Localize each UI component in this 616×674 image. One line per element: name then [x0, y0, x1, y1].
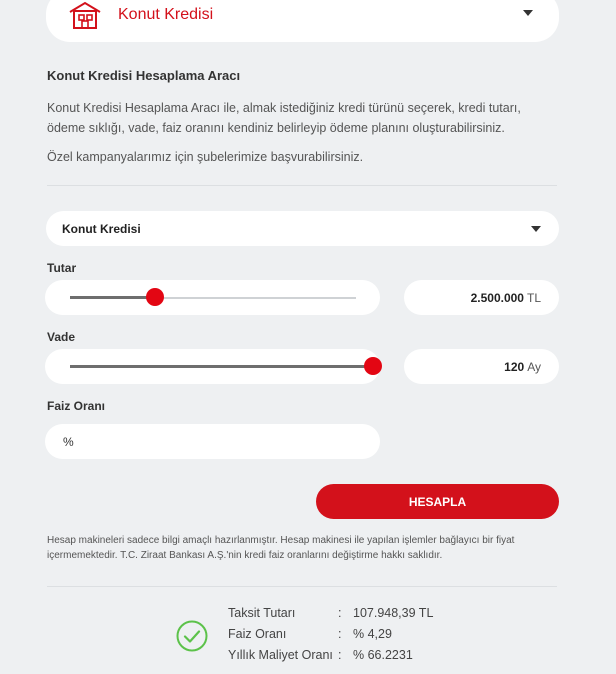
result-value: % 4,29 — [353, 627, 392, 641]
rate-input[interactable] — [45, 424, 380, 459]
chevron-down-icon — [523, 10, 533, 16]
campaign-note: Özel kampanyalarımız için şubelerimize başvurabilirsiniz. — [47, 150, 364, 164]
result-label: Yıllık Maliyet Oranı — [228, 648, 333, 662]
credit-type-header-select[interactable] — [46, 0, 559, 42]
loan-type-select[interactable] — [46, 211, 559, 246]
rate-label: Faiz Oranı — [47, 399, 106, 413]
result-separator: : — [338, 648, 342, 662]
intro-description: Konut Kredisi Hesaplama Aracı ile, almak istediğiniz kredi türünü seçerek, kredi tutarı, ödeme sıklığı, vade, faiz oranını kendiniz belirleyip ödeme planını oluşturabilirsiniz. — [47, 101, 521, 135]
chevron-down-icon — [531, 226, 541, 232]
header-select-label: Konut Kredisi — [118, 6, 214, 23]
result-value: 107.948,39 TL — [353, 606, 434, 620]
term-unit: Ay — [527, 360, 541, 374]
term-slider-thumb[interactable] — [364, 357, 382, 375]
term-slider[interactable] — [45, 349, 380, 384]
term-slider-fill — [70, 365, 373, 368]
amount-value: 2.500.000 — [470, 291, 524, 305]
term-value: 120 — [504, 360, 525, 374]
result-separator: : — [338, 627, 342, 641]
amount-slider-thumb[interactable] — [146, 288, 164, 306]
result-separator: : — [338, 606, 342, 620]
divider — [47, 185, 557, 186]
calculate-button[interactable]: HESAPLA — [316, 484, 559, 519]
amount-unit: TL — [526, 291, 541, 305]
result-value: % 66.2231 — [353, 648, 413, 662]
loan-type-value: Konut Kredisi — [62, 222, 141, 236]
rate-placeholder: % — [63, 435, 74, 449]
amount-field[interactable] — [404, 280, 559, 315]
term-field[interactable] — [404, 349, 559, 384]
amount-label: Tutar — [47, 261, 77, 275]
house-icon — [68, 0, 102, 30]
section-title: Konut Kredisi Hesaplama Aracı — [47, 68, 241, 83]
result-label: Faiz Oranı — [228, 627, 287, 641]
disclaimer-text: Hesap makineleri sadece bilgi amaçlı hazırlanmıştır. Hesap makinesi ile yapılan işlemler bağlayıcı bir fiyat içermemektedir. T.C. Ziraat Bankası A.Ş.'nin kredi faiz oranlarını değiştirme hakkı saklıdır. — [47, 535, 515, 561]
amount-slider-fill — [70, 296, 155, 299]
check-circle-icon — [176, 620, 208, 652]
term-label: Vade — [47, 330, 76, 344]
amount-slider[interactable] — [45, 280, 380, 315]
result-label: Taksit Tutarı — [228, 606, 296, 620]
divider — [47, 586, 557, 587]
